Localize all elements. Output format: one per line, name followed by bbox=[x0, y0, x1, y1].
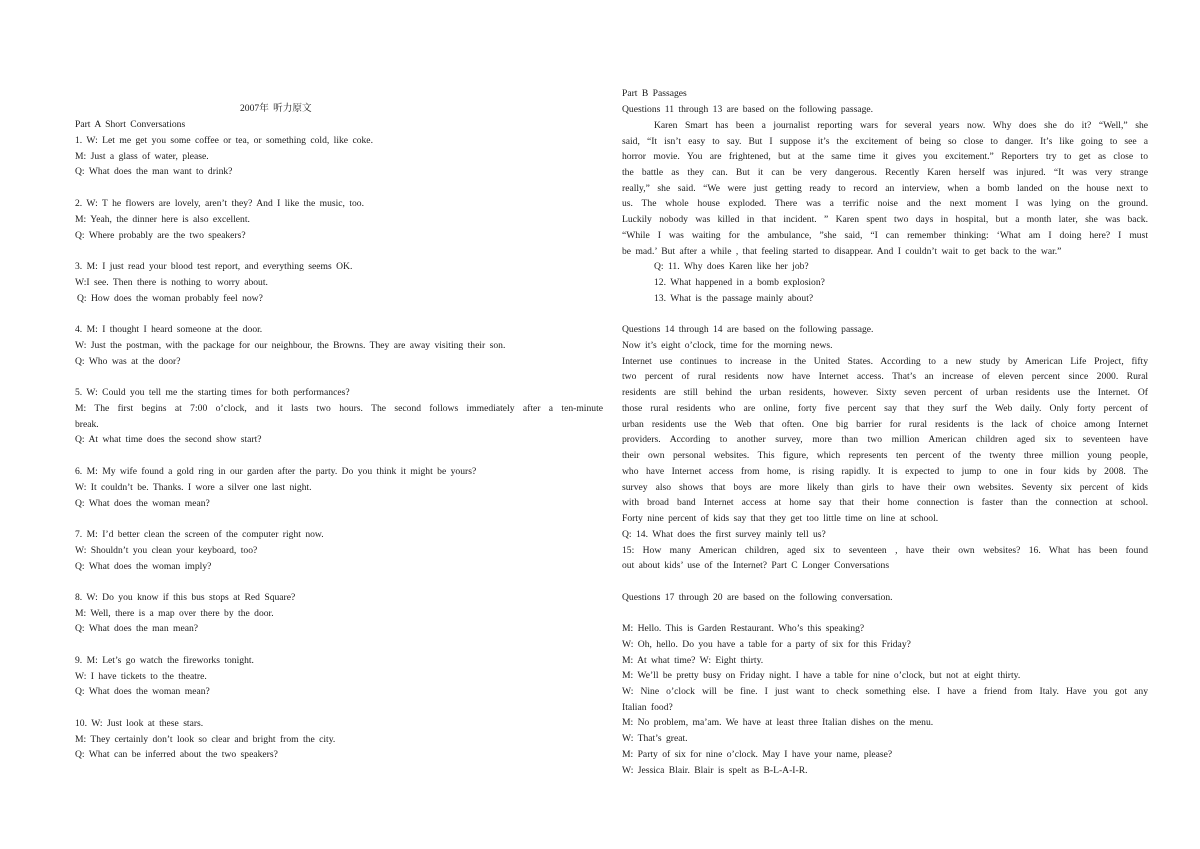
text-line: M: Hello. This is Garden Restaurant. Who’s this speaking? bbox=[622, 623, 865, 634]
text-line: Now it’s eight o’clock, time for the morning news. bbox=[622, 340, 833, 351]
text-line: those rural residents who are online, forty five percent say that they surf the Web daily. Only forty percent of bbox=[622, 403, 1148, 414]
text-line: M: We’ll be pretty busy on Friday night. I have a table for nine o’clock, but not at eight thirty. bbox=[622, 670, 1021, 681]
text-line: M: The first begins at 7:00 o’clock, and it lasts two hours. The second follows immediately after a ten-minute bbox=[75, 403, 603, 414]
text-line: Q: What does the man want to drink? bbox=[75, 166, 233, 177]
text-line: 12. What happened in a bomb explosion? bbox=[654, 277, 825, 288]
text-line: urban residents use the Web that often. One big barrier for rural residents is the lack of choice among Internet bbox=[622, 419, 1148, 430]
text-line: Karen Smart has been a journalist reporting wars for several years now. Why does she do it? “Well,” she bbox=[654, 120, 1148, 131]
text-line: W: It couldn’t be. Thanks. I wore a silver one last night. bbox=[75, 482, 312, 493]
text-line: M: They certainly don’t look so clear and bright from the city. bbox=[75, 734, 336, 745]
text-line: 4. M: I thought I heard someone at the door. bbox=[75, 324, 263, 335]
text-line: who have Internet access from home, is rising rapidly. It is expected to jump to one in four kids by 2008. The bbox=[622, 466, 1148, 477]
text-line: us. The whole house exploded. There was a terrific noise and the next moment I was lying on the ground. bbox=[622, 198, 1148, 209]
page-title: 2007年 听力原文 bbox=[240, 103, 312, 114]
text-line: with broad band Internet access at home say that their home connection is faster than the connection at school. bbox=[622, 497, 1148, 508]
text-line: W: I have tickets to the theatre. bbox=[75, 671, 207, 682]
text-line: M: No problem, ma’am. We have at least three Italian dishes on the menu. bbox=[622, 717, 934, 728]
part-a-heading: Part A Short Conversations bbox=[75, 119, 186, 130]
text-line: 7. M: I’d better clean the screen of the computer right now. bbox=[75, 529, 324, 540]
text-line: 13. What is the passage mainly about? bbox=[654, 293, 814, 304]
text-line: 10. W: Just look at these stars. bbox=[75, 718, 204, 729]
text-line: Q: What does the woman imply? bbox=[75, 561, 212, 572]
text-line: the battle as they can. But it can be very dangerous. Recently Karen herself was injured. “It was very strange bbox=[622, 167, 1148, 178]
text-line: Questions 14 through 14 are based on the following passage. bbox=[622, 324, 874, 335]
text-line: their own personal websites. This figure, which represents ten percent of the twenty three million young people, bbox=[622, 450, 1148, 461]
text-line: really,” she said. “We were just getting ready to record an interview, when a bomb landed on the house next to bbox=[622, 183, 1148, 194]
text-line: M: Well, there is a map over there by the door. bbox=[75, 608, 274, 619]
text-line: M: Party of six for nine o’clock. May I have your name, please? bbox=[622, 749, 893, 760]
text-line: M: Just a glass of water, please. bbox=[75, 151, 209, 162]
text-line: Forty nine percent of kids say that they get too little time on line at school. bbox=[622, 513, 939, 524]
text-line: Q: What does the woman mean? bbox=[75, 498, 210, 509]
text-line: break. bbox=[75, 419, 99, 430]
text-line: 3. M: I just read your blood test report, and everything seems OK. bbox=[75, 261, 353, 272]
text-line: “While I was waiting for the ambulance, ”she said, “I can remember thinking: ‘What am I doing here? I must bbox=[622, 230, 1148, 241]
text-line: horror movie. You are frightened, but at the same time it gives you excitement.” Reporters try to get as close to bbox=[622, 151, 1148, 162]
text-line: W:I see. Then there is nothing to worry about. bbox=[75, 277, 268, 288]
text-line: Q: What can be inferred about the two speakers? bbox=[75, 749, 278, 760]
text-line: 5. W: Could you tell me the starting times for both performances? bbox=[75, 387, 350, 398]
text-line: M: Yeah, the dinner here is also excellent. bbox=[75, 214, 250, 225]
text-line: out about kids’ use of the Internet? Part C Longer Conversations bbox=[622, 560, 890, 571]
text-line: 15: How many American children, aged six to seventeen , have their own websites? 16. What has been found bbox=[622, 545, 1148, 556]
text-line: Q: 14. What does the first survey mainly tell us? bbox=[622, 529, 826, 540]
text-line: survey also shows that boys are more likely than girls to have their own websites. Seventy six percent of kids bbox=[622, 482, 1148, 493]
text-line: 9. M: Let’s go watch the fireworks tonight. bbox=[75, 655, 254, 666]
text-line: Luckily nobody was killed in that incident. ” Karen spent two days in hospital, but a month later, she was back. bbox=[622, 214, 1148, 225]
text-line: Q: Who was at the door? bbox=[75, 356, 181, 367]
text-line: Q: What does the man mean? bbox=[75, 623, 199, 634]
text-line: Q: Where probably are the two speakers? bbox=[75, 230, 246, 241]
text-line: Italian food? bbox=[622, 702, 673, 713]
part-b-heading: Part B Passages bbox=[622, 88, 687, 99]
text-line: 1. W: Let me get you some coffee or tea, or something cold, like coke. bbox=[75, 135, 373, 146]
text-line: Q: 11. Why does Karen like her job? bbox=[654, 261, 809, 272]
text-line: Questions 17 through 20 are based on the following conversation. bbox=[622, 592, 893, 603]
text-line: W: Nine o’clock will be fine. I just want to check something else. I have a friend from Italy. Have you got any bbox=[622, 686, 1148, 697]
text-line: M: At what time? W: Eight thirty. bbox=[622, 655, 764, 666]
text-line: 2. W: T he flowers are lovely, aren’t they? And I like the music, too. bbox=[75, 198, 365, 209]
text-line: be mad.’ But after a while , that feeling started to disappear. And I couldn’t wait to get back to the war.” bbox=[622, 246, 1062, 257]
text-line: 8. W: Do you know if this bus stops at Red Square? bbox=[75, 592, 296, 603]
text-line: Questions 11 through 13 are based on the following passage. bbox=[622, 104, 874, 115]
text-line: residents are still behind the urban residents, however. Sixty seven percent of urban residents use the Internet. Of bbox=[622, 387, 1148, 398]
text-line: Q: What does the woman mean? bbox=[75, 686, 210, 697]
text-line: W: That’s great. bbox=[622, 733, 688, 744]
text-line: Q: At what time does the second show start? bbox=[75, 434, 262, 445]
text-line: 6. M: My wife found a gold ring in our garden after the party. Do you think it might be yours? bbox=[75, 466, 477, 477]
text-line: W: Just the postman, with the package for our neighbour, the Browns. They are away visiting their son. bbox=[75, 340, 506, 351]
text-line: two percent of rural residents now have Internet access. That’s an increase of eleven percent since 2000. Rural bbox=[622, 371, 1148, 382]
text-line: providers. According to another survey, more than two million American children aged six to seventeen have bbox=[622, 434, 1148, 445]
text-line: Q: How does the woman probably feel now? bbox=[77, 293, 263, 304]
text-line: W: Shouldn’t you clean your keyboard, too? bbox=[75, 545, 258, 556]
text-line: W: Jessica Blair. Blair is spelt as B-L-A-I-R. bbox=[622, 765, 808, 776]
text-line: Internet use continues to increase in the United States. According to a new study by American Life Project, fifty bbox=[622, 356, 1148, 367]
text-line: W: Oh, hello. Do you have a table for a party of six for this Friday? bbox=[622, 639, 911, 650]
text-line: said, “It isn’t easy to say. But I suppose it’s the excitement of being so close to danger. It’s like going to see a bbox=[622, 136, 1148, 147]
